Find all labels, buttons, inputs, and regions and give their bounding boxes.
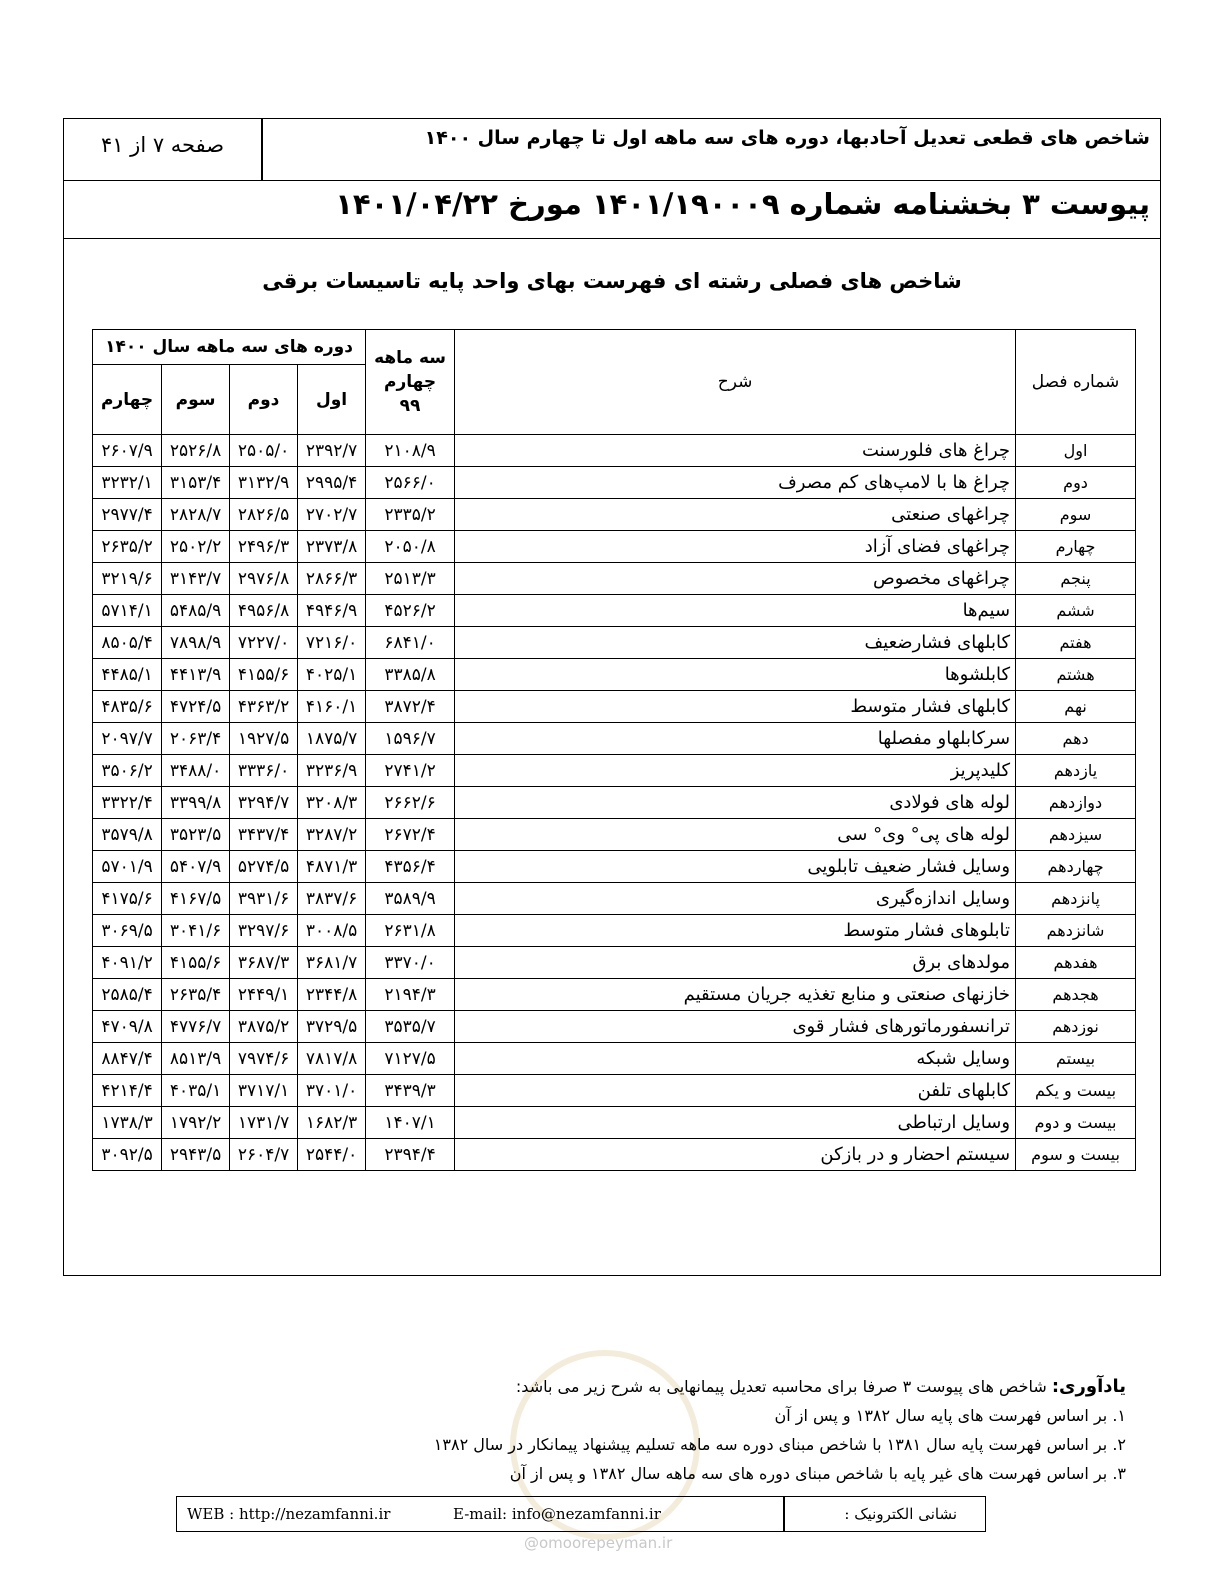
q2-cell: ۳۹۳۱/۶ xyxy=(230,883,298,915)
circular-row xyxy=(64,181,1160,239)
section-no-cell: بیست و دوم xyxy=(1016,1107,1136,1139)
q4-99-cell: ۶۸۴۱/۰ xyxy=(366,627,455,659)
q4-99-cell: ۲۶۳۱/۸ xyxy=(366,915,455,947)
q4-cell: ۲۵۸۵/۴ xyxy=(93,979,162,1011)
header-q1: اول xyxy=(298,365,366,435)
q4-cell: ۵۷۱۴/۱ xyxy=(93,595,162,627)
q4-cell: ۳۵۷۹/۸ xyxy=(93,819,162,851)
q4-99-cell: ۴۵۲۶/۲ xyxy=(366,595,455,627)
header-section-no: شماره فصل xyxy=(1016,330,1136,435)
description-cell: لوله های پی° وی° سی xyxy=(455,819,1016,851)
section-no-cell: بیستم xyxy=(1016,1043,1136,1075)
q1-cell: ۱۶۸۲/۳ xyxy=(298,1107,366,1139)
q1-cell: ۳۲۳۶/۹ xyxy=(298,755,366,787)
q2-cell: ۴۱۵۵/۶ xyxy=(230,659,298,691)
description-cell: کابلهای فشار متوسط xyxy=(455,691,1016,723)
q2-cell: ۳۸۷۵/۲ xyxy=(230,1011,298,1043)
q2-cell: ۳۲۹۷/۶ xyxy=(230,915,298,947)
table-row xyxy=(93,531,1136,563)
q4-cell: ۲۹۷۷/۴ xyxy=(93,499,162,531)
description-cell: سرکابلهاو مفصلها xyxy=(455,723,1016,755)
description-cell: لوله های فولادی xyxy=(455,787,1016,819)
q4-cell: ۸۸۴۷/۴ xyxy=(93,1043,162,1075)
header-group-1400: دوره های سه ماهه سال ۱۴۰۰ xyxy=(93,330,366,365)
q4-99-cell: ۲۶۶۲/۶ xyxy=(366,787,455,819)
q3-cell: ۵۴۸۵/۹ xyxy=(162,595,230,627)
q2-cell: ۲۵۰۵/۰ xyxy=(230,435,298,467)
watermark-site: @omoorepeyman.ir xyxy=(524,1534,673,1552)
document-title: شاخص های قطعی تعدیل آحادبها، دوره های سه ماهه اول تا چهارم سال ۱۴۰۰ xyxy=(424,127,1150,149)
q2-cell: ۳۶۸۷/۳ xyxy=(230,947,298,979)
header-row xyxy=(64,119,1160,181)
table-row xyxy=(93,1075,1136,1107)
header-description: شرح xyxy=(455,330,1016,435)
reminder-item: ۳. بر اساس فهرست های غیر پایه با شاخص مبنای دوره های سه ماهه سال ۱۳۸۲ و پس از آن xyxy=(509,1464,1126,1483)
q4-99-cell: ۳۸۷۲/۴ xyxy=(366,691,455,723)
q1-cell: ۳۰۰۸/۵ xyxy=(298,915,366,947)
reminder-block xyxy=(226,1372,1126,1488)
footer-label: نشانی الکترونیک : xyxy=(844,1505,957,1523)
description-cell: کابلشوها xyxy=(455,659,1016,691)
description-cell: خازنهای صنعتی و منابع تغذیه جریان مستقیم xyxy=(455,979,1016,1011)
section-no-cell: اول xyxy=(1016,435,1136,467)
section-no-cell: دهم xyxy=(1016,723,1136,755)
q4-cell: ۲۶۳۵/۲ xyxy=(93,531,162,563)
table-row xyxy=(93,947,1136,979)
footer-divider xyxy=(783,1497,785,1531)
section-no-cell: هفدهم xyxy=(1016,947,1136,979)
table-row xyxy=(93,691,1136,723)
q4-99-cell: ۲۵۱۳/۳ xyxy=(366,563,455,595)
q3-cell: ۴۷۷۶/۷ xyxy=(162,1011,230,1043)
section-no-cell: هفتم xyxy=(1016,627,1136,659)
q1-cell: ۲۵۴۴/۰ xyxy=(298,1139,366,1171)
q4-cell: ۴۸۳۵/۶ xyxy=(93,691,162,723)
q1-cell: ۲۳۹۲/۷ xyxy=(298,435,366,467)
table-row xyxy=(93,851,1136,883)
section-no-cell: هجدهم xyxy=(1016,979,1136,1011)
section-no-cell: نهم xyxy=(1016,691,1136,723)
q2-cell: ۳۷۱۷/۱ xyxy=(230,1075,298,1107)
section-no-cell: شانزدهم xyxy=(1016,915,1136,947)
q1-cell: ۲۳۴۴/۸ xyxy=(298,979,366,1011)
q4-99-cell: ۲۱۹۴/۳ xyxy=(366,979,455,1011)
table-row xyxy=(93,787,1136,819)
q2-cell: ۷۲۲۷/۰ xyxy=(230,627,298,659)
description-cell: کابلهای تلفن xyxy=(455,1075,1016,1107)
q2-cell: ۳۳۳۶/۰ xyxy=(230,755,298,787)
q3-cell: ۴۱۶۷/۵ xyxy=(162,883,230,915)
q4-99-cell: ۱۵۹۶/۷ xyxy=(366,723,455,755)
description-cell: سیستم احضار و در بازکن xyxy=(455,1139,1016,1171)
table-row xyxy=(93,723,1136,755)
q4-99-cell: ۲۶۷۲/۴ xyxy=(366,819,455,851)
section-no-cell: یازدهم xyxy=(1016,755,1136,787)
q3-cell: ۴۴۱۳/۹ xyxy=(162,659,230,691)
description-cell: ترانسفورماتورهای فشار قوی xyxy=(455,1011,1016,1043)
table-row xyxy=(93,499,1136,531)
footer-email[interactable]: E-mail: info@nezamfanni.ir xyxy=(453,1505,661,1523)
section-no-cell: ششم xyxy=(1016,595,1136,627)
section-no-cell: چهاردهم xyxy=(1016,851,1136,883)
q4-cell: ۴۴۸۵/۱ xyxy=(93,659,162,691)
q4-99-cell: ۳۵۸۹/۹ xyxy=(366,883,455,915)
footer-web[interactable]: WEB : http://nezamfanni.ir xyxy=(187,1505,391,1523)
section-no-cell: دوازدهم xyxy=(1016,787,1136,819)
description-cell: چراغهای فضای آزاد xyxy=(455,531,1016,563)
q4-cell: ۲۰۹۷/۷ xyxy=(93,723,162,755)
q2-cell: ۷۹۷۴/۶ xyxy=(230,1043,298,1075)
q4-cell: ۳۰۹۲/۵ xyxy=(93,1139,162,1171)
description-cell: وسایل فشار ضعیف تابلویی xyxy=(455,851,1016,883)
header-q4-99: سه ماهه چهارم ۹۹ xyxy=(366,330,455,435)
q4-cell: ۳۲۳۲/۱ xyxy=(93,467,162,499)
q3-cell: ۲۶۳۵/۴ xyxy=(162,979,230,1011)
index-table xyxy=(92,329,1136,1171)
q3-cell: ۳۳۹۹/۸ xyxy=(162,787,230,819)
q1-cell: ۳۶۸۱/۷ xyxy=(298,947,366,979)
q3-cell: ۲۵۰۲/۲ xyxy=(162,531,230,563)
q3-cell: ۲۰۶۳/۴ xyxy=(162,723,230,755)
q4-99-cell: ۲۱۰۸/۹ xyxy=(366,435,455,467)
table-row xyxy=(93,755,1136,787)
table-row xyxy=(93,435,1136,467)
table-row xyxy=(93,979,1136,1011)
description-cell: کابلهای فشارضعیف xyxy=(455,627,1016,659)
circular-title: پیوست ۳ بخشنامه شماره ۱۴۰۱/۱۹۰۰۰۹ مورخ ۱۴۰۱/۰۴/۲۲ xyxy=(335,187,1150,221)
q4-cell: ۱۷۳۸/۳ xyxy=(93,1107,162,1139)
q1-cell: ۳۲۰۸/۳ xyxy=(298,787,366,819)
q3-cell: ۳۴۸۸/۰ xyxy=(162,755,230,787)
description-cell: کلیدپریز xyxy=(455,755,1016,787)
table-row xyxy=(93,915,1136,947)
header-q4: چهارم xyxy=(93,365,162,435)
table-row xyxy=(93,1011,1136,1043)
q3-cell: ۴۱۵۵/۶ xyxy=(162,947,230,979)
table-row xyxy=(93,1043,1136,1075)
q3-cell: ۲۵۲۶/۸ xyxy=(162,435,230,467)
description-cell: چراغهای مخصوص xyxy=(455,563,1016,595)
reminder-item: ۲. بر اساس فهرست پایه سال ۱۳۸۱ با شاخص مبنای دوره سه ماهه تسلیم پیشنهاد پیمانکار در سال ۱۳۸۲ xyxy=(433,1435,1126,1454)
q4-99-cell: ۳۵۳۵/۷ xyxy=(366,1011,455,1043)
q3-cell: ۴۰۳۵/۱ xyxy=(162,1075,230,1107)
description-cell: سیم‌ها xyxy=(455,595,1016,627)
q4-cell: ۵۷۰۱/۹ xyxy=(93,851,162,883)
q4-99-cell: ۷۱۲۷/۵ xyxy=(366,1043,455,1075)
q2-cell: ۴۹۵۶/۸ xyxy=(230,595,298,627)
q3-cell: ۳۰۴۱/۶ xyxy=(162,915,230,947)
q4-99-cell: ۲۷۴۱/۲ xyxy=(366,755,455,787)
description-cell: وسایل ارتباطی xyxy=(455,1107,1016,1139)
description-cell: چراغهای صنعتی xyxy=(455,499,1016,531)
q4-99-cell: ۳۴۳۹/۳ xyxy=(366,1075,455,1107)
q4-cell: ۳۵۰۶/۲ xyxy=(93,755,162,787)
q2-cell: ۱۷۳۱/۷ xyxy=(230,1107,298,1139)
section-no-cell: سیزدهم xyxy=(1016,819,1136,851)
q4-99-cell: ۳۳۷۰/۰ xyxy=(366,947,455,979)
q2-cell: ۲۸۲۶/۵ xyxy=(230,499,298,531)
q1-cell: ۲۳۷۳/۸ xyxy=(298,531,366,563)
header-divider xyxy=(261,119,263,180)
section-no-cell: بیست و یکم xyxy=(1016,1075,1136,1107)
q1-cell: ۱۸۷۵/۷ xyxy=(298,723,366,755)
table-row xyxy=(93,659,1136,691)
q1-cell: ۳۷۲۹/۵ xyxy=(298,1011,366,1043)
q4-cell: ۴۱۷۵/۶ xyxy=(93,883,162,915)
q1-cell: ۳۲۸۷/۲ xyxy=(298,819,366,851)
q1-cell: ۷۸۱۷/۸ xyxy=(298,1043,366,1075)
q3-cell: ۲۸۲۸/۷ xyxy=(162,499,230,531)
q3-cell: ۳۱۵۳/۴ xyxy=(162,467,230,499)
q1-cell: ۲۹۹۵/۴ xyxy=(298,467,366,499)
section-no-cell: پنجم xyxy=(1016,563,1136,595)
table-body xyxy=(93,435,1136,1171)
q4-99-cell: ۲۰۵۰/۸ xyxy=(366,531,455,563)
q2-cell: ۵۲۷۴/۵ xyxy=(230,851,298,883)
q3-cell: ۷۸۹۸/۹ xyxy=(162,627,230,659)
page-number: صفحه ۷ از ۴۱ xyxy=(100,133,225,157)
q2-cell: ۲۶۰۴/۷ xyxy=(230,1139,298,1171)
q4-99-cell: ۲۳۳۵/۲ xyxy=(366,499,455,531)
q4-cell: ۲۶۰۷/۹ xyxy=(93,435,162,467)
q2-cell: ۲۹۷۶/۸ xyxy=(230,563,298,595)
table-row xyxy=(93,627,1136,659)
q4-99-cell: ۲۵۶۶/۰ xyxy=(366,467,455,499)
q2-cell: ۱۹۲۷/۵ xyxy=(230,723,298,755)
table-row xyxy=(93,467,1136,499)
section-no-cell: دوم xyxy=(1016,467,1136,499)
q1-cell: ۴۰۲۵/۱ xyxy=(298,659,366,691)
q3-cell: ۴۷۲۴/۵ xyxy=(162,691,230,723)
header-q3: سوم xyxy=(162,365,230,435)
section-no-cell: هشتم xyxy=(1016,659,1136,691)
q4-99-cell: ۳۳۸۵/۸ xyxy=(366,659,455,691)
q1-cell: ۲۷۰۲/۷ xyxy=(298,499,366,531)
table-row xyxy=(93,595,1136,627)
q2-cell: ۳۲۹۴/۷ xyxy=(230,787,298,819)
reminder-item: ۱. بر اساس فهرست های پایه سال ۱۳۸۲ و پس از آن xyxy=(774,1406,1126,1425)
description-cell: چراغ ها با لامپ‌های کم مصرف xyxy=(455,467,1016,499)
q4-cell: ۴۲۱۴/۴ xyxy=(93,1075,162,1107)
q3-cell: ۵۴۰۷/۹ xyxy=(162,851,230,883)
q1-cell: ۴۹۴۶/۹ xyxy=(298,595,366,627)
q4-cell: ۴۰۹۱/۲ xyxy=(93,947,162,979)
q4-cell: ۳۳۲۲/۴ xyxy=(93,787,162,819)
description-cell: وسایل اندازه‌گیری xyxy=(455,883,1016,915)
section-no-cell: نوزدهم xyxy=(1016,1011,1136,1043)
table-row xyxy=(93,563,1136,595)
header-q2: دوم xyxy=(230,365,298,435)
section-no-cell: سوم xyxy=(1016,499,1136,531)
q3-cell: ۱۷۹۲/۲ xyxy=(162,1107,230,1139)
q1-cell: ۲۸۶۶/۳ xyxy=(298,563,366,595)
section-no-cell: چهارم xyxy=(1016,531,1136,563)
q3-cell: ۸۵۱۳/۹ xyxy=(162,1043,230,1075)
table-row xyxy=(93,1107,1136,1139)
footer-box xyxy=(176,1496,986,1532)
table-row xyxy=(93,1139,1136,1171)
section-no-cell: پانزدهم xyxy=(1016,883,1136,915)
q4-99-cell: ۲۳۹۴/۴ xyxy=(366,1139,455,1171)
q1-cell: ۴۱۶۰/۱ xyxy=(298,691,366,723)
q4-99-cell: ۴۳۵۶/۴ xyxy=(366,851,455,883)
q4-cell: ۳۰۶۹/۵ xyxy=(93,915,162,947)
q3-cell: ۲۹۴۳/۵ xyxy=(162,1139,230,1171)
q2-cell: ۲۴۴۹/۱ xyxy=(230,979,298,1011)
section-no-cell: بیست و سوم xyxy=(1016,1139,1136,1171)
q2-cell: ۲۴۹۶/۳ xyxy=(230,531,298,563)
q4-cell: ۴۷۰۹/۸ xyxy=(93,1011,162,1043)
description-cell: تابلوهای فشار متوسط xyxy=(455,915,1016,947)
q4-cell: ۳۲۱۹/۶ xyxy=(93,563,162,595)
description-cell: مولدهای برق xyxy=(455,947,1016,979)
reminder-intro: شاخص های پیوست ۳ صرفا برای محاسبه تعدیل پیمانهایی به شرح زیر می باشد: xyxy=(515,1377,1047,1396)
q2-cell: ۳۴۳۷/۴ xyxy=(230,819,298,851)
q4-cell: ۸۵۰۵/۴ xyxy=(93,627,162,659)
table-row xyxy=(93,819,1136,851)
description-cell: چراغ های فلورسنت xyxy=(455,435,1016,467)
q1-cell: ۳۷۰۱/۰ xyxy=(298,1075,366,1107)
q1-cell: ۷۲۱۶/۰ xyxy=(298,627,366,659)
q1-cell: ۳۸۳۷/۶ xyxy=(298,883,366,915)
q3-cell: ۳۱۴۳/۷ xyxy=(162,563,230,595)
description-cell: وسایل شبکه xyxy=(455,1043,1016,1075)
page-frame xyxy=(63,118,1161,1276)
q2-cell: ۳۱۳۲/۹ xyxy=(230,467,298,499)
q2-cell: ۴۳۶۳/۲ xyxy=(230,691,298,723)
q4-99-cell: ۱۴۰۷/۱ xyxy=(366,1107,455,1139)
table-title: شاخص های فصلی رشته ای فهرست بهای واحد پایه تاسیسات برقی xyxy=(262,269,962,293)
reminder-title: یادآوری: xyxy=(1051,1376,1126,1397)
table-row xyxy=(93,883,1136,915)
q3-cell: ۳۵۲۳/۵ xyxy=(162,819,230,851)
q1-cell: ۴۸۷۱/۳ xyxy=(298,851,366,883)
